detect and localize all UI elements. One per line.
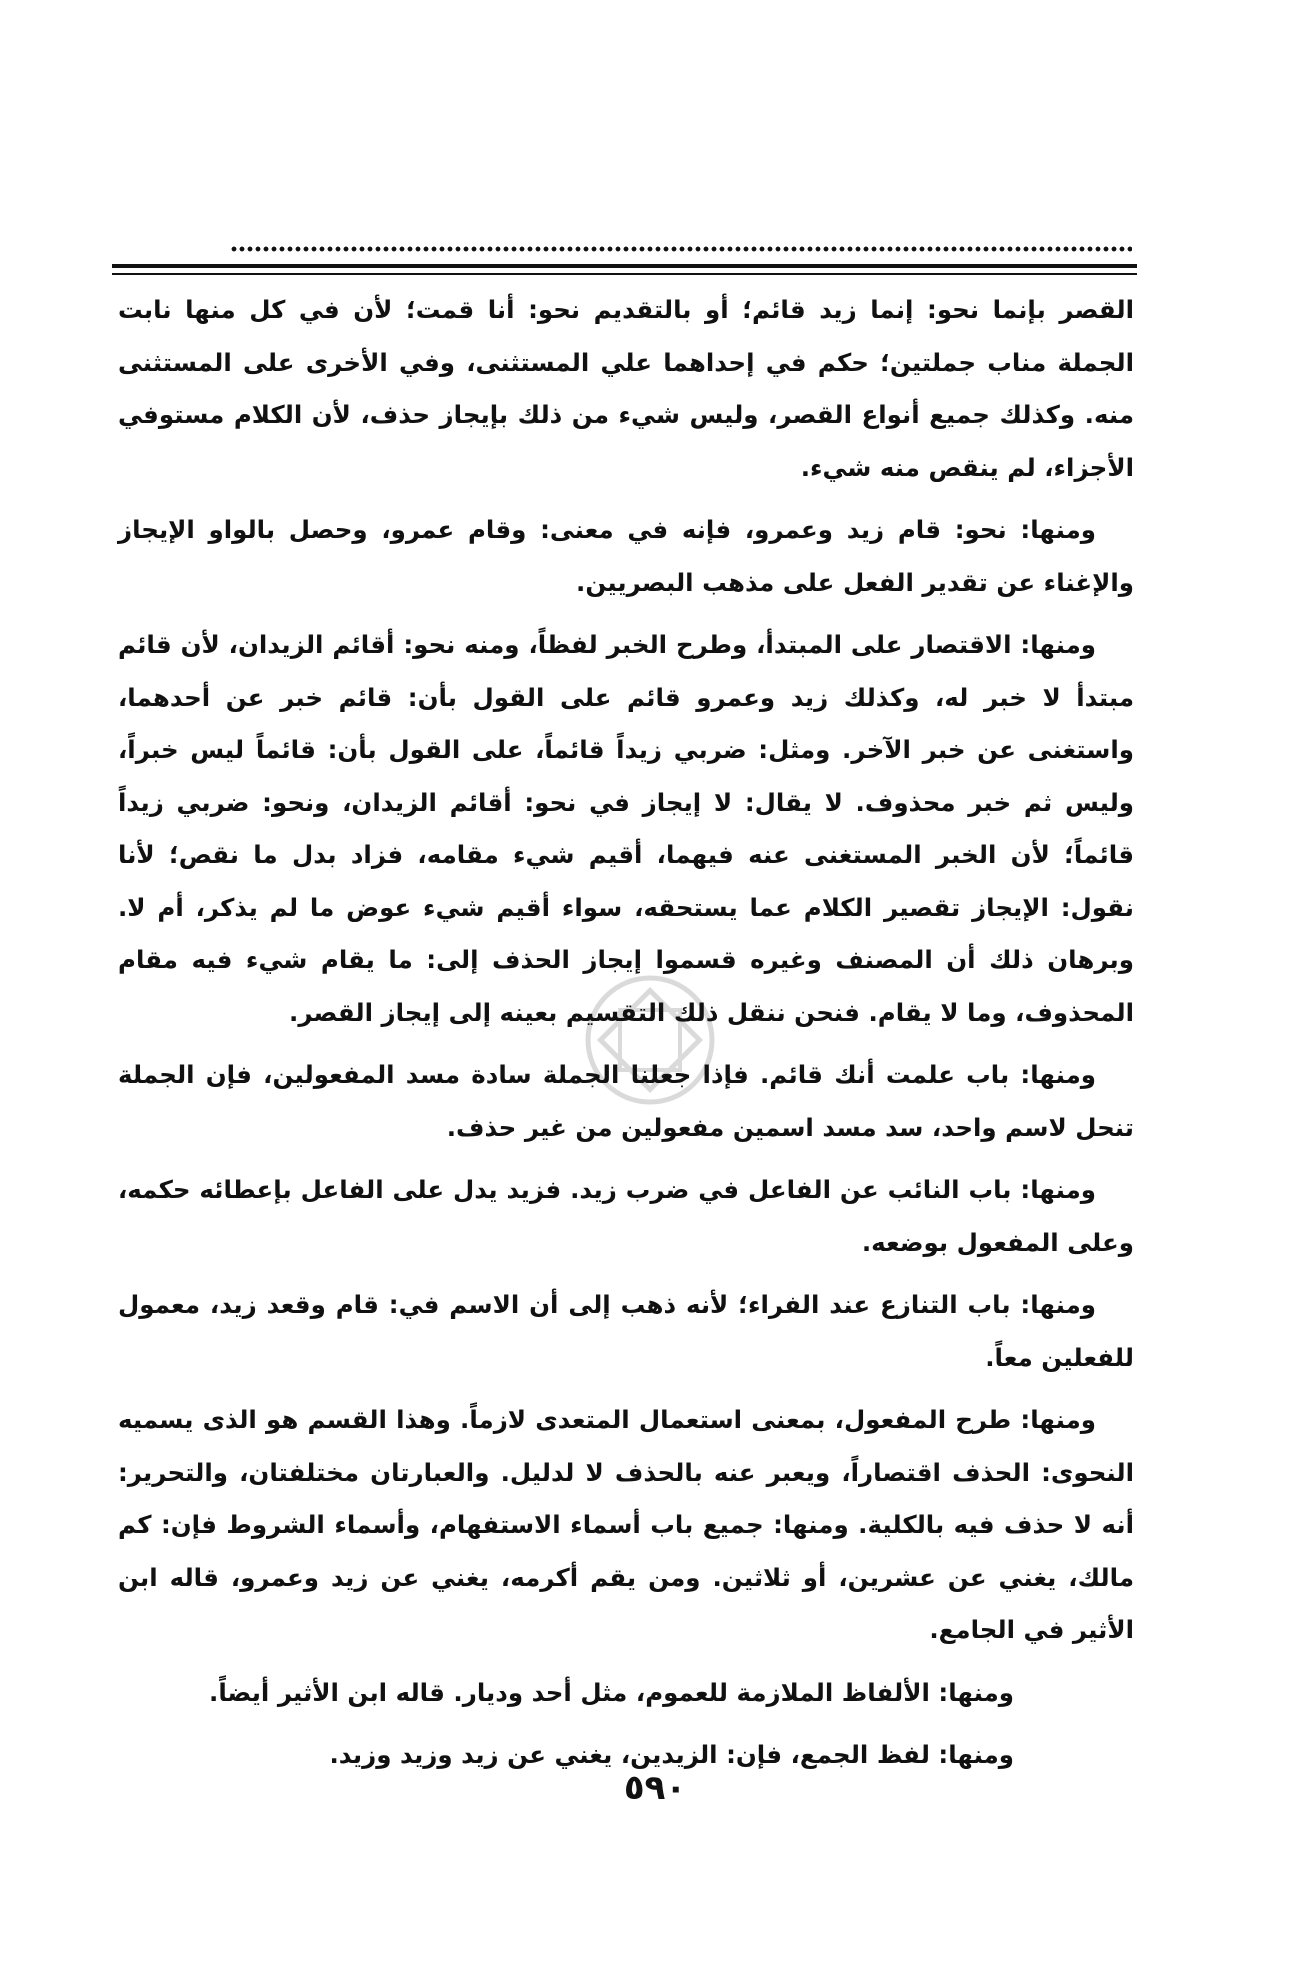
paragraph: ومنها: الاقتصار على المبتدأ، وطرح الخبر لفظاً، ومنه نحو: أقائم الزيدان، لأن قائم مبتدأ لا خبر له، وكذلك زيد وعمرو قائم على القول بأن: قائم خبر عن أحدهما، واستغنى عن خبر الآخر. ومثل: ضربي زيداً قائماً، على القول بأن: قائماً ليس خبراً، وليس ثم خبر محذوف. لا يقال: لا إيجاز في نحو: أقائم الزيدان، ونحو: ضربي زيداً قائماً؛ لأن الخبر المستغنى عنه فيهما، أقيم شيء مقامه، فزاد بدل ما نقص؛ لأنا نقول: الإيجاز تقصير الكلام عما يستحقه، سواء أقيم شيء عوض ما لم يذكر، أم لا. وبرهان ذلك أن المصنف وغيره قسموا إيجاز الحذف إلى: ما يقام شيء فيه مقام المحذوف، وما لا يقام. فنحن ننقل ذلك التقسيم بعينه إلى إيجاز القصر. xyxy=(118,630,1134,1027)
paragraph: ومنها: باب النائب عن الفاعل في ضرب زيد. فزيد يدل على الفاعل بإعطائه حكمه، وعلى المفعول بوضعه. xyxy=(118,1175,1134,1257)
header-rule-thin xyxy=(112,273,1137,275)
paragraph: ومنها: الألفاظ الملازمة للعموم، مثل أحد وديار. قاله ابن الأثير أيضاً. xyxy=(209,1677,1014,1707)
page-number: ٥٩٠ xyxy=(623,1768,687,1808)
paragraph: ومنها: نحو: قام زيد وعمرو، فإنه في معنى: وقام عمرو، وحصل بالواو الإيجاز والإغناء عن تقدير الفعل على مذهب البصريين. xyxy=(118,515,1134,597)
header-dotted-line xyxy=(230,242,1132,256)
header-rule-thick xyxy=(112,264,1137,268)
paragraph: القصر بإنما نحو: إنما زيد قائم؛ أو بالتقديم نحو: أنا قمت؛ لأن في كل منها نابت الجملة مناب جملتين؛ حكم في إحداهما علي المستثنى، وفي الأخرى على المستثنى منه. وكذلك جميع أنواع القصر، وليس شيء من ذلك بإيجاز حذف، لأن الكلام مستوفي الأجزاء، لم ينقص منه شيء. xyxy=(118,295,1134,482)
paragraph: ومنها: طرح المفعول، بمعنى استعمال المتعدى لازماً. وهذا القسم هو الذى يسميه النحوى: الحذف اقتصاراً، ويعبر عنه بالحذف لا لدليل. والعبارتان مختلفتان، والتحرير: أنه لا حذف فيه بالكلية. ومنها: جميع باب أسماء الاستفهام، وأسماء الشروط فإن: كم مالك، يغني عن عشرين، أو ثلاثين. ومن يقم أكرمه، يغني عن زيد وعمرو، قاله ابن الأثير في الجامع. xyxy=(118,1405,1134,1644)
body-text xyxy=(118,284,1134,1792)
paragraph: ومنها: باب التنازع عند الفراء؛ لأنه ذهب إلى أن الاسم في: قام وقعد زيد، معمول للفعلين معاً. xyxy=(118,1290,1134,1372)
paragraph: ومنها: لفظ الجمع، فإن: الزيدين، يغني عن زيد وزيد وزيد. xyxy=(329,1740,1014,1769)
paragraph: ومنها: باب علمت أنك قائم. فإذا جعلنا الجملة سادة مسد المفعولين، فإن الجملة تنحل لاسم واحد، سد مسد اسمين مفعولين من غير حذف. xyxy=(118,1060,1134,1142)
